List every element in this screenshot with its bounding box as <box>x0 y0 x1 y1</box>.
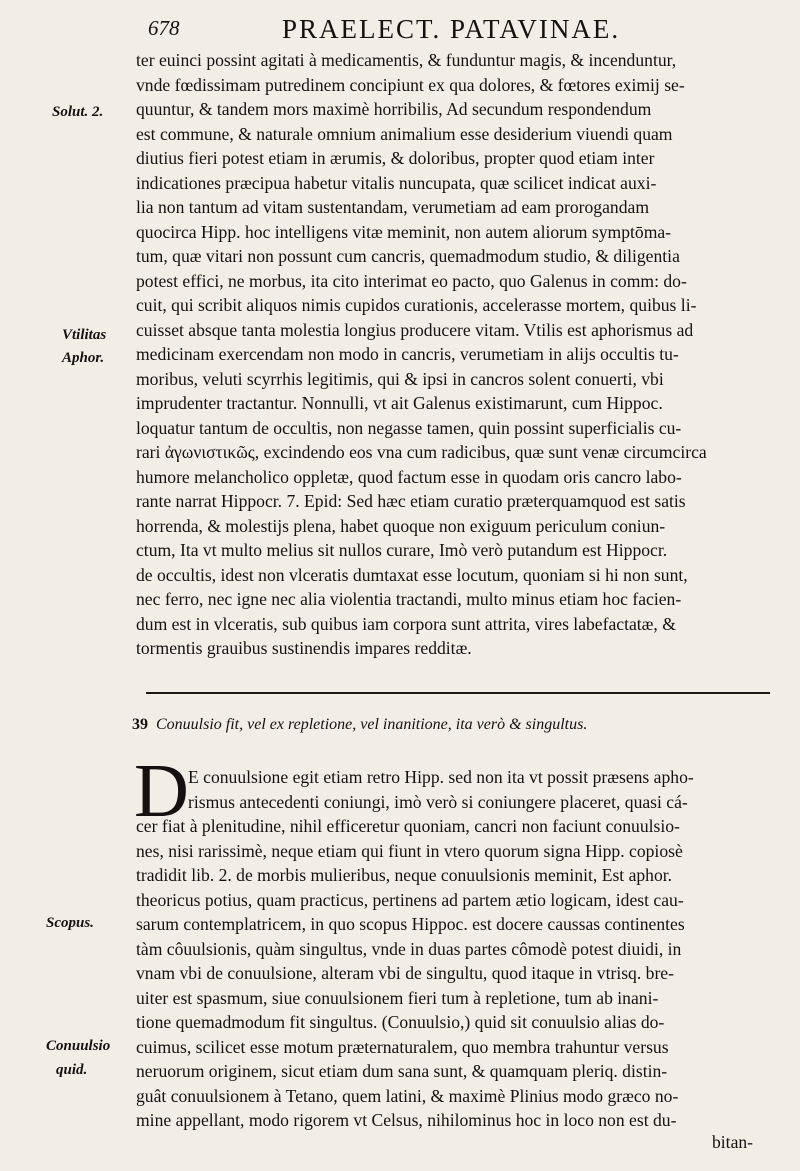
page-header <box>0 14 800 48</box>
text-line: theoricus potius, quam practicus, pertinens ad partem ætio logicam, idest cau- <box>136 889 684 910</box>
aphorism-heading <box>132 716 587 734</box>
text-line: rari ἀγωνιστικῶς, excindendo eos vna cum radicibus, quæ sunt venæ circumcirca <box>136 442 707 462</box>
text-line: tàm côuulsionis, quàm singultus, vnde in duas partes cômodè potest diuidi, in <box>136 938 682 959</box>
text-line: tradidit lib. 2. de morbis mulieribus, neque conuulsionis meminit, Est aphor. <box>136 865 673 885</box>
text-line: tione quemadmodum fit singultus. (Conuulsio,) quid sit conuulsio alias do- <box>136 1012 665 1032</box>
text-line: cuimus, scilicet esse motum præternaturalem, quo membra trahuntur versus <box>136 1036 669 1057</box>
text-line: imprudenter tractantur. Nonnulli, vt ait Galenus existimarunt, cum Hippoc. <box>136 393 663 413</box>
margin-note-solut: Solut. 2. <box>52 104 104 120</box>
text-line: medicinam exercendam non modo in cancris, verumetiam in alijs occultis tu- <box>136 344 679 364</box>
text-line: E conuulsione egit etiam retro Hipp. sed non ita vt possit præsens apho- <box>188 767 694 787</box>
text-line: dum est in vlceratis, sub quibus iam corpora sunt attrita, vires labefactatæ, & <box>136 613 676 634</box>
text-line: loquatur tantum de occultis, non negasse tamen, quin possint superficialis cu- <box>136 417 682 438</box>
page-number: 678 <box>148 16 180 40</box>
text-line: neruorum originem, sicut etiam dum sana sunt, & quamquam pleriq. distin- <box>136 1061 668 1081</box>
text-line: moribus, veluti scyrrhis legitimis, qui & ipsi in cancros solent conuerti, vbi <box>136 368 664 389</box>
text-line: guât conuulsionem à Tetano, quem latini, & maximè Plinius modo græco no- <box>136 1085 679 1106</box>
margin-note-conuulsio: Conuulsio <box>46 1038 111 1054</box>
margin-note-quid: quid. <box>56 1062 88 1078</box>
text-line: potest effici, ne morbus, ita cito interimat eo pacto, quo Galenus in comm: do- <box>136 270 687 291</box>
text-line: quuntur, & tandem mors maximè horribilis, Ad secundum respondendum <box>136 99 652 119</box>
text-line: sarum contemplatricem, in quo scopus Hippoc. est docere caussas continentes <box>136 914 685 934</box>
aphorism-number: 39 <box>132 716 148 733</box>
margin-note-utilitas: Vtilitas <box>62 327 107 343</box>
text-line: cuit, qui scribit aliquos nimis cupidos curationis, accelerasse mortem, quibus li- <box>136 295 697 315</box>
text-line: uiter est spasmum, siue conuulsionem fieri tum à repletione, tum ab inani- <box>136 987 659 1008</box>
text-line: humore melancholico oppletæ, quod factum esse in quodam oris cancro labo- <box>136 466 682 487</box>
text-line: horrenda, & molestijs plena, habet quoque non exiguum periculum coniun- <box>136 515 666 536</box>
text-line: vnam vbi de conuulsione, alteram vbi de singultu, quod itaque in vtrisq. bre- <box>136 963 674 983</box>
text-line: indicationes præcipua habetur vitalis nuncupata, quæ scilicet indicat auxi- <box>136 172 657 193</box>
text-line: ctum, Ita vt multo melius sit nullos curare, Imò verò putandum est Hippocr. <box>136 540 668 560</box>
text-line: cer fiat à plenitudine, nihil efficeretur quoniam, cancri non faciunt conuulsio- <box>136 816 680 836</box>
commentary-section-2 <box>136 765 776 1133</box>
text-line: nes, nisi rarissimè, neque etiam qui fiunt in vtero quorum signa Hipp. copiosè <box>136 840 683 861</box>
text-line: quocirca Hipp. hoc intelligens vitæ meminit, non autem aliorum symptōma- <box>136 221 672 242</box>
text-line: rismus antecedenti coniungi, imò verò si coniungere placeret, quasi cá- <box>188 791 688 812</box>
text-line: cuisset absque tanta molestia longius producere vitam. Vtilis est aphorismus ad <box>136 319 694 340</box>
text-line: ter euinci possint agitati à medicamentis, & funduntur magis, & incenduntur, <box>136 50 677 70</box>
margin-note-aphor: Aphor. <box>62 350 105 366</box>
text-line: tormentis grauibus sustinendis impares redditæ. <box>136 638 472 658</box>
text-line: rante narrat Hippocr. 7. Epid: Sed hæc etiam curatio præterquamquod est satis <box>136 491 686 511</box>
text-line: est commune, & naturale omnium animalium esse desiderium viuendi quam <box>136 123 673 144</box>
text-line: de occultis, idest non vlceratis dumtaxat esse locutum, quoniam si hi non sunt, <box>136 564 688 585</box>
aphorism-text: Conuulsio fit, vel ex repletione, vel inanitione, ita verò & singultus. <box>156 716 588 733</box>
text-line: diutius fieri potest etiam in ærumis, & doloribus, propter quod etiam inter <box>136 148 655 168</box>
text-line: lia non tantum ad vitam sustentandam, verumetiam ad eam prorogandam <box>136 197 650 217</box>
catchword: bitan- <box>712 1132 754 1152</box>
section-divider-rule <box>146 692 770 694</box>
commentary-section-1 <box>136 48 776 661</box>
text-line: tum, quæ vitari non possunt cum cancris, quemadmodum studio, & diligentia <box>136 246 680 266</box>
text-line: mine appellant, modo rigorem vt Celsus, nihilominus hoc in loco non est du- <box>136 1110 677 1130</box>
margin-note-scopus: Scopus. <box>46 915 94 931</box>
text-line: nec ferro, nec igne nec alia violentia tractandi, multo minus etiam hoc facien- <box>136 589 682 609</box>
text-line: vnde fœdissimam putredinem concipiunt ex qua dolores, & fœtores eximij se- <box>136 74 685 95</box>
running-head: PRAELECT. PATAVINAE. <box>282 14 621 44</box>
drop-cap-initial: D <box>134 749 189 833</box>
